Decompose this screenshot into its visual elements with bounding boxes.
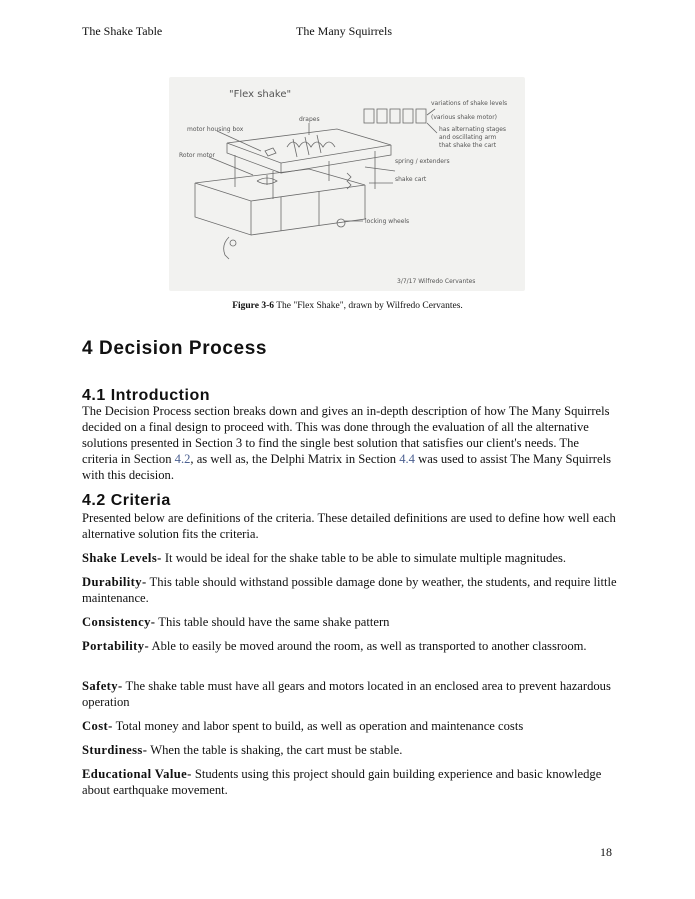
criterion-term: Cost- [82, 719, 113, 733]
criterion-term: Shake Levels- [82, 551, 162, 565]
criterion-item [82, 742, 622, 758]
sketch-label-side-3: has alternating stages [439, 126, 507, 133]
criterion-term: Sturdiness- [82, 743, 148, 757]
figure-caption-label: Figure 3-6 [232, 301, 274, 311]
intro-paragraph [82, 403, 617, 483]
criterion-definition: Able to easily be moved around the room, as well as transported to another classroom. [149, 639, 587, 653]
criterion-definition: Total money and labor spent to build, as well as operation and maintenance costs [112, 719, 524, 733]
intro-text-c: was used to assist The Many Squirrels with this decision. [82, 452, 611, 482]
sketch-label-rotor: Rotor motor [179, 152, 215, 159]
sketch-label-side-4: and oscillating arm [439, 134, 497, 141]
criterion-definition: This table should have the same shake pattern [155, 615, 390, 629]
criterion-term: Educational Value- [82, 767, 192, 781]
section-ref-4-4[interactable]: 4.4 [399, 452, 415, 466]
flex-shake-sketch-figure [169, 77, 525, 291]
criterion-item [82, 574, 622, 606]
sketch-label-motor-housing: motor housing box [187, 126, 244, 133]
section-ref-4-2[interactable]: 4.2 [174, 452, 191, 466]
criterion-definition: This table should withstand possible damage done by weather, the students, and require little maintenance. [82, 575, 617, 605]
criterion-item [82, 550, 622, 566]
criterion-term: Safety- [82, 679, 123, 693]
figure-caption [0, 301, 695, 311]
criterion-item [82, 614, 622, 630]
criterion-definition: When the table is shaking, the cart must be stable. [147, 743, 403, 757]
sketch-label-drapes: drapes [299, 116, 320, 123]
criteria-intro: Presented below are definitions of the criteria. These detailed definitions are used to define how well each alternative solution fits the criteria. [82, 511, 616, 541]
criterion-item [82, 638, 622, 654]
criterion-term: Durability- [82, 575, 147, 589]
criterion-definition: Students using this project should gain building experience and basic knowledge about earthquake movement. [82, 767, 602, 797]
figure-caption-text: The "Flex Shake", drawn by Wilfredo Cervantes. [273, 301, 463, 311]
sketch-drawing [169, 77, 525, 291]
sketch-label-side-1: variations of shake levels [431, 100, 508, 107]
section-title: 4 Decision Process [82, 338, 268, 359]
criterion-definition: The shake table must have all gears and motors located in an enclosed area to prevent hazardous operation [82, 679, 611, 709]
criterion-term: Portability- [82, 639, 150, 653]
criterion-item [82, 766, 622, 798]
running-header-center: The Many Squirrels [296, 24, 392, 38]
intro-text-a: The Decision Process section breaks down and gives an in-depth description of how The Many Squirrels decided on a final design to proceed with. This was done through the evaluation of all the alternative solutions presented in Section 3 to find the single best solution that satisfies our client's needs. The criteria in Section [82, 404, 610, 466]
sketch-title: "Flex shake" [229, 89, 292, 100]
running-header-left: The Shake Table [82, 24, 163, 38]
sketch-label-side-5: that shake the cart [439, 142, 497, 149]
sketch-signature: 3/7/17 Wilfredo Cervantes [397, 278, 476, 285]
intro-heading: 4.1 Introduction [82, 387, 210, 404]
criterion-definition: It would be ideal for the shake table to be able to simulate multiple magnitudes. [161, 551, 567, 565]
sketch-label-side-2: (various shake motor) [431, 114, 498, 121]
criteria-heading: 4.2 Criteria [82, 492, 171, 509]
criterion-item [82, 678, 622, 710]
sketch-label-wheels: locking wheels [365, 218, 410, 225]
criterion-term: Consistency- [82, 615, 156, 629]
sketch-label-spring: spring / extenders [395, 158, 450, 165]
criterion-item [82, 718, 622, 734]
sketch-label-cart: shake cart [395, 176, 427, 183]
intro-text-b: , as well as, the Delphi Matrix in Section [190, 452, 400, 466]
page-number: 18 [600, 845, 612, 859]
